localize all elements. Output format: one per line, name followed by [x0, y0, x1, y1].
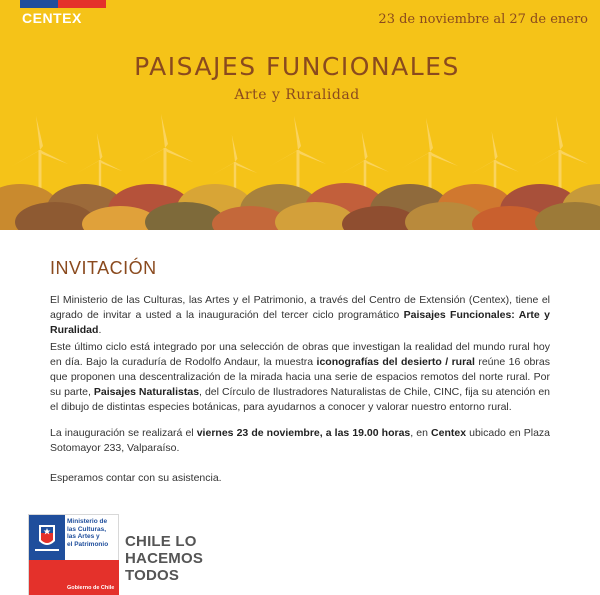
text: Ministerio de — [67, 518, 108, 525]
exhibition-name: iconografías del desierto / rural — [316, 356, 475, 368]
slogan-line: TODOS — [125, 567, 180, 584]
ministry-logo — [28, 514, 119, 595]
text: reúne 16 obras que proponen una descentralización de la mirada hacia una serie de espacios remotos del norte rural. Por su parte, — [50, 356, 550, 398]
program-name: Paisajes Funcionales: Arte y Ruralidad — [50, 309, 550, 336]
brand-logo: CENTEX — [22, 10, 82, 26]
paragraph-intro — [50, 293, 550, 338]
brand-color-bar — [20, 0, 106, 8]
exhibition-name: Paisajes Naturalistas — [93, 386, 200, 398]
text: ubicado en Plaza Sotomayor 233, Valparaíso. — [50, 427, 550, 454]
text: , en — [410, 427, 432, 439]
text: Este último ciclo está integrado por una selección de obras que investigan la realidad del mundo rural hoy en día. Bajo la curaduría de Rodolfo Andaur, la muestra — [50, 341, 550, 368]
invitation-heading: INVITACIÓN — [50, 258, 157, 278]
brand-bar-blue — [20, 0, 58, 8]
text: , del Círculo de Ilustradores Naturalistas de Chile, CINC, fija su atención en el dibujo de distintas especies botánicas, para ayudarnos a conocer y valorar nuestro entorno rural. — [50, 386, 551, 413]
ministry-name — [67, 518, 108, 548]
text: El Ministerio de las Culturas, las Artes y el Patrimonio, a través del Centro de Extensión (Centex), tiene el agrado de invitar a usted a la inauguración del tercer ciclo programático — [50, 294, 550, 321]
event-datetime: viernes 23 de noviembre, a las 19.00 horas — [196, 427, 411, 439]
wind-farm-illustration — [0, 110, 600, 230]
slogan — [125, 533, 203, 584]
text: . — [98, 324, 102, 336]
field-domes — [0, 183, 600, 230]
brand-bar-red — [58, 0, 106, 8]
coat-of-arms-icon — [29, 515, 65, 560]
slogan-line: CHILE LO — [125, 533, 197, 550]
paragraph-description — [50, 340, 550, 415]
venue-name: Centex — [431, 427, 467, 439]
event-dates: 23 de noviembre al 27 de enero — [378, 12, 588, 27]
text: las Artes y — [67, 533, 100, 540]
page-subtitle: Arte y Ruralidad — [234, 87, 360, 103]
slogan-line: HACEMOS — [125, 550, 204, 567]
text: La inauguración se realizará el — [50, 427, 197, 439]
text: el Patrimonio — [67, 540, 109, 548]
gobierno-label: Gobierno de Chile — [67, 585, 115, 591]
paragraph-details — [50, 426, 550, 456]
paragraph-closing: Esperamos contar con su asistencia. — [50, 472, 222, 484]
page-title: PAISAJES FUNCIONALES — [134, 52, 460, 81]
logo-blue-block — [29, 515, 65, 560]
text: las Culturas, — [67, 525, 107, 533]
header-banner — [0, 0, 600, 230]
